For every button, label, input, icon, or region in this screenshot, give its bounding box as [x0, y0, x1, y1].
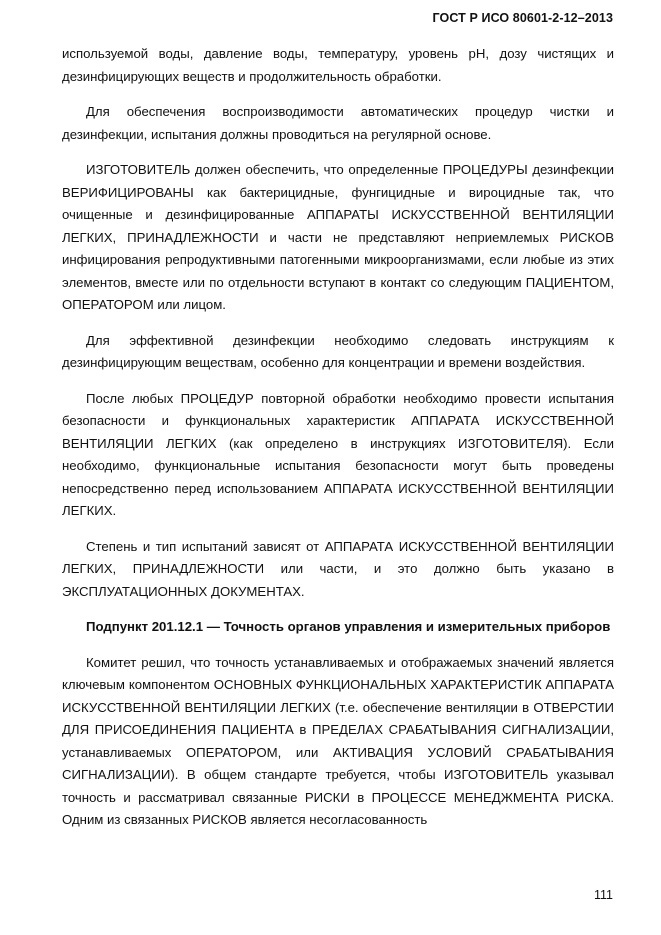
paragraph-manufacturer-verification: ИЗГОТОВИТЕЛЬ должен обеспечить, что определенные ПРОЦЕДУРЫ дезинфекции ВЕРИФИЦИРОВАНЫ как бактерицидные, фунгицидные и вироцидные так, что очищенные и дезинфицированные АППАРАТЫ ИСКУССТВЕННОЙ ВЕНТИЛЯЦИИ ЛЕГКИХ, ПРИНАДЛЕЖНОСТИ и части не представляют неприемлемых РИСКОВ инфицирования репродуктивными патогенными микроорганизмами, если любые из этих элементов, вместе или по отдельности вступают в контакт со следующим ПАЦИЕНТОМ, ОПЕРАТОРОМ или лицом.: [62, 162, 614, 312]
document-code-header: ГОСТ Р ИСО 80601-2-12–2013: [432, 11, 613, 25]
paragraph-test-scope: Степень и тип испытаний зависят от АППАРАТА ИСКУССТВЕННОЙ ВЕНТИЛЯЦИИ ЛЕГКИХ, ПРИНАДЛЕЖНОСТИ или части, и это должно быть указано в ЭКСПЛУАТАЦИОННЫХ ДОКУМЕНТАХ.: [62, 538, 614, 599]
paragraph-reproducibility: Для обеспечения воспроизводимости автоматических процедур чистки и дезинфекции, испытания должны проводиться на регулярной основе.: [62, 104, 614, 142]
paragraph-accuracy: Комитет решил, что точность устанавливаемых и отображаемых значений является ключевым компонентом ОСНОВНЫХ ФУНКЦИОНАЛЬНЫХ ХАРАКТЕРИСТИК АППАРАТА ИСКУССТВЕННОЙ ВЕНТИЛЯЦИИ ЛЕГКИХ (т.е. обеспечение вентиляции в ОТВЕРСТИИ ДЛЯ ПРИСОЕДИНЕНИЯ ПАЦИЕНТА в ПРЕДЕЛАХ СРАБАТЫВАНИЯ СИГНАЛИЗАЦИИ, устанавливаемых ОПЕРАТОРОМ, или АКТИВАЦИЯ УСЛОВИЙ СРАБАТЫВАНИЯ СИГНАЛИЗАЦИИ). В общем стандарте требуется, чтобы ИЗГОТОВИТЕЛЬ указывал точность и рассматривал связанные РИСКИ в ПРОЦЕССЕ МЕНЕДЖМЕНТА РИСКА. Одним из связанных РИСКОВ является несогласованность: [62, 654, 614, 827]
page-number: 111: [593, 888, 613, 902]
paragraph-safety-testing: После любых ПРОЦЕДУР повторной обработки необходимо провести испытания безопасности и функциональных характеристик АППАРАТА ИСКУССТВЕННОЙ ВЕНТИЛЯЦИИ ЛЕГКИХ (как определено в инструкциях ИЗГОТОВИТЕЛЯ). Если необходимо, функциональные испытания безопасности могут быть проведены непосредственно перед использованием АППАРАТА ИСКУССТВЕННОЙ ВЕНТИЛЯЦИИ ЛЕГКИХ.: [62, 390, 614, 518]
subclause-heading: Подпункт 201.12.1 — Точность органов управления и измерительных приборов: [86, 619, 611, 634]
body-text: [62, 43, 614, 845]
paragraph-effective-disinfection: Для эффективной дезинфекции необходимо следовать инструкциям к дезинфицирующим веществам, особенно для концентрации и времени воздействия.: [62, 332, 614, 370]
paragraph-continuation: используемой воды, давление воды, температуру, уровень рН, дозу чистящих и дезинфицирующих веществ и продолжительность обработки.: [62, 46, 614, 84]
